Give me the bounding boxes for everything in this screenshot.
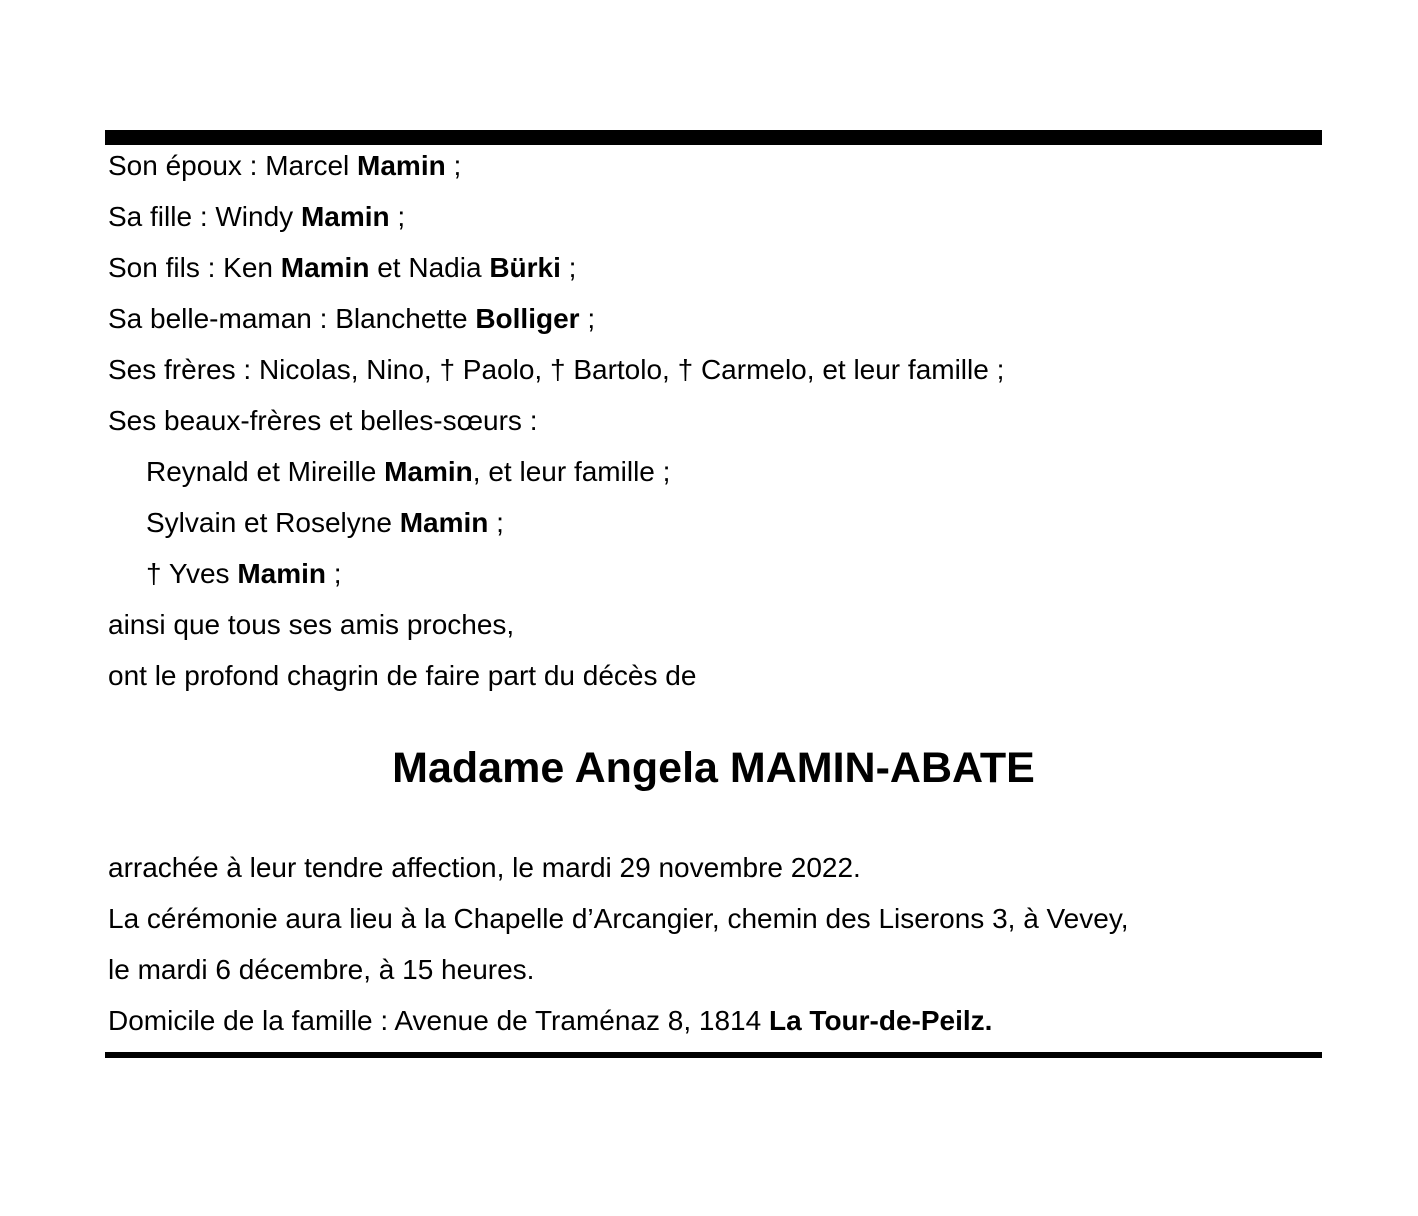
deceased-name: Madame Angela MAMIN-ABATE bbox=[392, 744, 1035, 792]
text-segment: Sylvain et Roselyne bbox=[146, 507, 400, 538]
text-segment: ; bbox=[445, 150, 462, 181]
surname-bold: Mamin bbox=[384, 456, 473, 487]
text-segment: ; bbox=[579, 303, 596, 334]
bottom-rule bbox=[105, 1052, 1322, 1058]
text-segment: arrachée à leur tendre affection, le mardi 29 novembre 2022. bbox=[108, 852, 861, 883]
text-segment: Son fils : Ken bbox=[108, 252, 281, 283]
text-segment: † Yves bbox=[146, 558, 238, 589]
text-segment: Sa belle-maman : Blanchette bbox=[108, 303, 476, 334]
text-segment: ; bbox=[488, 507, 504, 538]
text-segment: , et leur famille ; bbox=[472, 456, 671, 487]
surname-bold: Bolliger bbox=[475, 303, 580, 334]
text-segment: Son époux : Marcel bbox=[108, 150, 358, 181]
family-line-indented bbox=[108, 497, 1322, 548]
text-segment: ; bbox=[326, 558, 342, 589]
locality-bold: La Tour-de-Peilz. bbox=[768, 1005, 993, 1036]
closing-line bbox=[108, 599, 1322, 650]
detail-line bbox=[108, 995, 1322, 1046]
text-segment: le mardi 6 décembre, à 15 heures. bbox=[108, 954, 535, 985]
family-line bbox=[108, 140, 1322, 191]
announcement-block bbox=[108, 140, 1322, 701]
text-segment: Ses beaux-frères et belles-sœurs : bbox=[108, 405, 538, 436]
text-segment: Ses frères : Nicolas, Nino, † Paolo, † Bartolo, † Carmelo, et leur famille ; bbox=[108, 354, 1005, 385]
family-line bbox=[108, 395, 1322, 446]
surname-bold: Bürki bbox=[489, 252, 561, 283]
text-segment: ; bbox=[560, 252, 577, 283]
text-segment: Domicile de la famille : Avenue de Traménaz 8, 1814 bbox=[108, 1005, 769, 1036]
family-line-indented bbox=[108, 446, 1322, 497]
text-segment: Reynald et Mireille bbox=[146, 456, 385, 487]
detail-line bbox=[108, 842, 1322, 893]
surname-bold: Mamin bbox=[399, 507, 489, 538]
detail-line bbox=[108, 893, 1322, 944]
text-segment: La cérémonie aura lieu à la Chapelle d’Arcangier, chemin des Liserons 3, à Vevey, bbox=[108, 903, 1129, 934]
surname-bold: Mamin bbox=[300, 201, 390, 232]
text-segment: ont le profond chagrin de faire part du décès de bbox=[108, 660, 697, 691]
surname-bold: Mamin bbox=[357, 150, 446, 181]
family-line-indented bbox=[108, 548, 1322, 599]
surname-bold: Mamin bbox=[280, 252, 370, 283]
family-line bbox=[108, 242, 1322, 293]
family-line bbox=[108, 293, 1322, 344]
surname-bold: Mamin bbox=[237, 558, 327, 589]
text-segment: ainsi que tous ses amis proches, bbox=[108, 609, 515, 640]
family-line bbox=[108, 191, 1322, 242]
text-segment: Sa fille : Windy bbox=[108, 201, 301, 232]
text-segment: ; bbox=[389, 201, 406, 232]
details-block bbox=[108, 842, 1322, 1046]
detail-line bbox=[108, 944, 1322, 995]
text-segment: et Nadia bbox=[369, 252, 490, 283]
closing-line bbox=[108, 650, 1322, 701]
family-line bbox=[108, 344, 1322, 395]
